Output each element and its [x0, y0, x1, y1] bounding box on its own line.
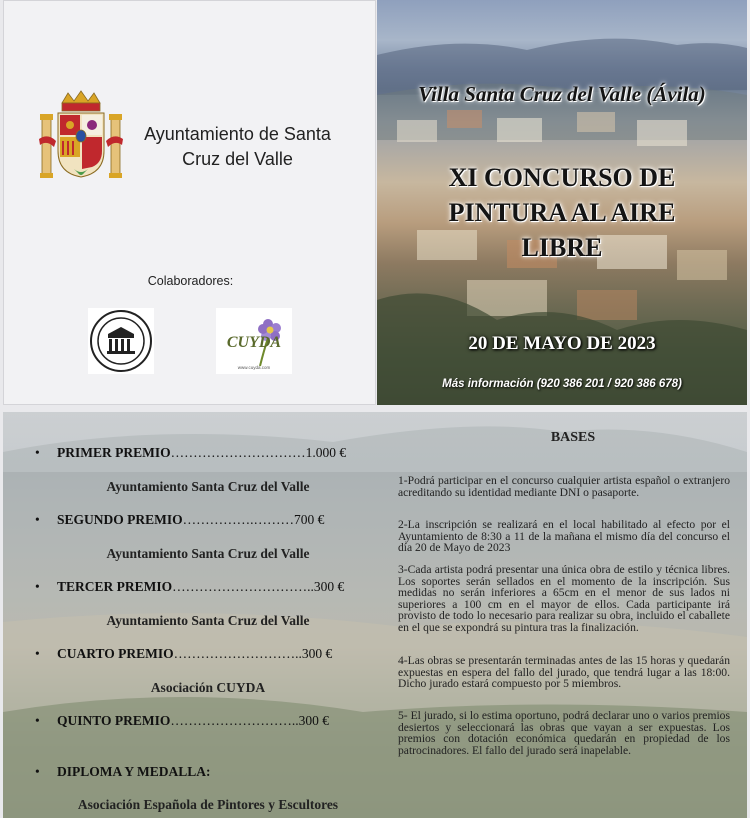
prize-dots: …………….……… — [182, 512, 295, 527]
prize-dots: ………………………… — [170, 445, 306, 460]
base-2: 2-La inscripción se realizará en el local habilitado al efecto por el Ayuntamiento de 8:30 a 11 de la mañana el mismo día del concurso el día 20 de Mayo de 2023 — [398, 518, 730, 554]
base-1: 1-Podrá participar en el concurso cualquier artista español o extranjero acreditando su identidad mediante DNI o pasaporte. — [398, 474, 730, 499]
cuyda-url: www.cuyda.com — [237, 365, 271, 370]
cover-panel — [3, 0, 376, 405]
prize-amount: 700 € — [294, 512, 325, 527]
cuyda-wordmark: CUYDA — [226, 334, 282, 351]
poster-location: Villa Santa Cruz del Valle (Ávila) — [418, 82, 706, 106]
prize-label: TERCER PREMIO — [57, 579, 173, 594]
prize-label: SEGUNDO PREMIO — [57, 512, 183, 527]
poster-panel — [377, 0, 747, 405]
prize-amount: 300 € — [301, 646, 333, 661]
prize-1-sponsor: Ayuntamiento Santa Cruz del Valle — [106, 479, 310, 494]
prize-amount: 300 € — [298, 713, 330, 728]
prize-label: QUINTO PREMIO — [57, 713, 171, 728]
prize-amount: 1.000 € — [305, 445, 347, 460]
asociacion-pintores-icon — [88, 308, 154, 374]
base-4: 4-Las obras se presentarán terminadas antes de las 15 horas y quedarán expuestas en espera del fallo del jurado, que tendrá lugar a las 18:00. Dicho jurado estará compuesto por 5 miembros. — [398, 654, 730, 690]
prize-5: • QUINTO PREMIO………………………..300 € — [35, 713, 330, 728]
poster-title: XI CONCURSO DE PINTURA AL AIRE LIBRE — [448, 163, 676, 262]
cuyda-logo — [216, 308, 292, 374]
prize-4-sponsor: Asociación CUYDA — [150, 680, 266, 695]
prize-3-sponsor: Ayuntamiento Santa Cruz del Valle — [106, 613, 310, 628]
diploma-sponsor: Asociación Española de Pintores y Escultores — [77, 797, 339, 812]
asociacion-pintores-logo — [88, 308, 154, 374]
colaboradores-label: Colaboradores: — [147, 274, 234, 288]
rules-panel — [3, 412, 747, 818]
prize-2: • SEGUNDO PREMIO…………….………700 € — [35, 512, 325, 527]
ayuntamiento-name: Ayuntamiento de Santa Cruz del Valle — [144, 124, 331, 169]
poster-info: Más información (920 386 201 / 920 386 678) — [442, 378, 682, 390]
prize-3: • TERCER PREMIO…………………………..300 € — [35, 579, 345, 594]
prize-label: DIPLOMA Y MEDALLA: — [57, 764, 211, 779]
prize-4: • CUARTO PREMIO………………………..300 € — [35, 646, 333, 661]
poster-date: 20 DE MAYO DE 2023 — [468, 333, 656, 354]
prize-2-sponsor: Ayuntamiento Santa Cruz del Valle — [106, 546, 310, 561]
prize-diploma: • DIPLOMA Y MEDALLA: — [35, 764, 211, 779]
prize-label: CUARTO PREMIO — [57, 646, 174, 661]
bases-title: BASES — [550, 430, 596, 445]
coat-of-arms-icon — [38, 89, 124, 181]
base-3: 3-Cada artista podrá presentar una única obra de estilo y técnica libres. Los soportes serán sellados en el momento de la inscripción. Sus medidas no serán inferiores a 65cm en el menor de sus lados ni superiores a 100 cm en el mayor de ellos. Cada participante irá provisto de todo lo necesario para realizar su obra, incluido el caballete en el que se expondrá su pintura tras la finalización. — [398, 563, 730, 634]
base-5: 5- El jurado, si lo estima oportuno, podrá declarar uno o varios premios desiertos y seleccionará las obras que vayan a ser expuestas. Los premios con dotación económica quedarán en propiedad de los patrocinadores. El fallo del jurado será inapelable. — [398, 709, 730, 757]
prize-dots: ……………………….. — [170, 713, 299, 728]
prize-amount: 300 € — [313, 579, 345, 594]
prize-1: • PRIMER PREMIO…………………………1.000 € — [35, 445, 347, 460]
prize-dots: ………………………….. — [172, 579, 314, 594]
prize-label: PRIMER PREMIO — [57, 445, 171, 460]
prize-dots: ……………………….. — [173, 646, 302, 661]
